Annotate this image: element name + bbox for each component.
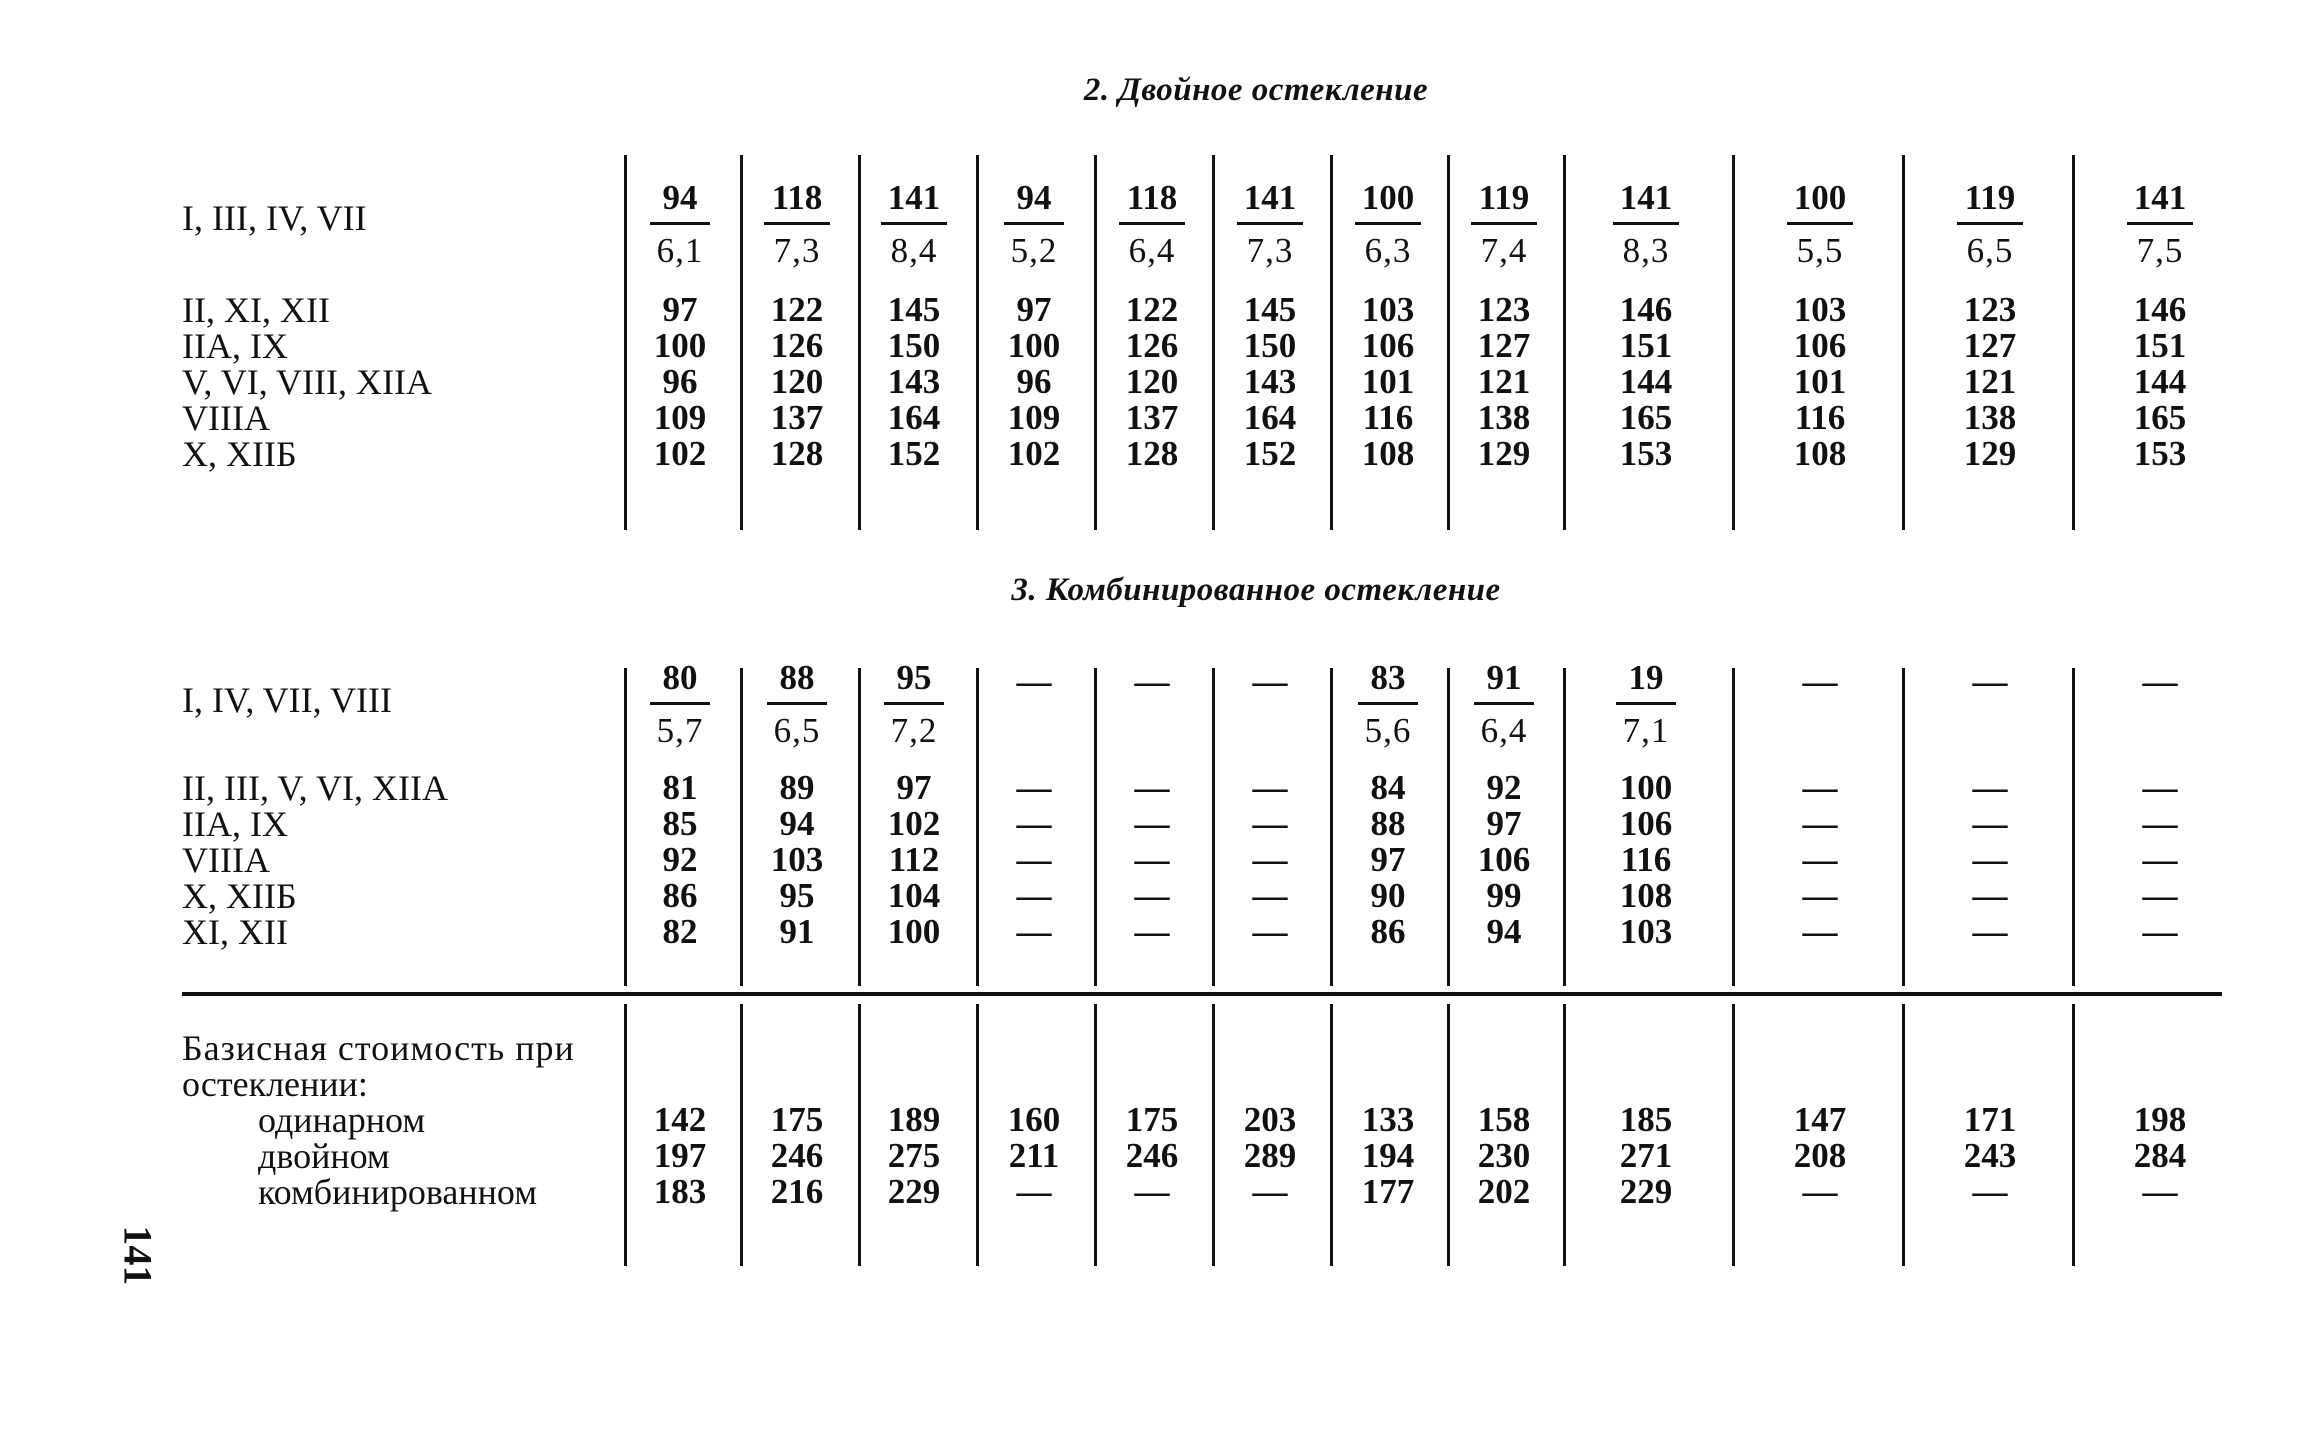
fraction-denominator: 7,1 (1622, 711, 1670, 750)
table-cell: — (2142, 1172, 2178, 1211)
fraction-numerator: 100 (1793, 178, 1847, 217)
table-cell: 145 (887, 290, 941, 329)
fraction-numerator: 94 (1016, 178, 1052, 217)
fraction-numerator: 141 (1619, 178, 1673, 217)
table-cell: 185 (1619, 1100, 1673, 1139)
table-cell: 171 (1963, 1100, 2017, 1139)
table-cell: 216 (770, 1172, 824, 1211)
header-fraction (859, 178, 969, 271)
header-fraction (1215, 178, 1325, 271)
column-rule (1732, 668, 1735, 986)
table-cell: — (1134, 840, 1170, 879)
table-cell: 123 (1963, 290, 2017, 329)
header-fraction (2105, 178, 2215, 271)
row-label: двойном (258, 1136, 390, 1176)
fraction-denominator: 7,2 (890, 711, 938, 750)
fraction-denominator: 8,4 (890, 231, 938, 270)
dash-cell: — (1802, 662, 1838, 701)
table-cell: — (1016, 840, 1052, 879)
fraction-numerator: 95 (896, 658, 932, 697)
table-cell: 229 (1619, 1172, 1673, 1211)
table-cell: — (1252, 1172, 1288, 1211)
header-fraction (742, 178, 852, 271)
fraction-denominator: 6,4 (1128, 231, 1176, 270)
table-cell: 143 (1243, 362, 1297, 401)
table-cell: 92 (662, 840, 698, 879)
fraction-denominator: 5,7 (656, 711, 704, 750)
row-label: X, XIIБ (182, 876, 297, 916)
table-cell: 165 (2133, 398, 2187, 437)
table-cell: 153 (2133, 434, 2187, 473)
fraction-denominator: 5,2 (1010, 231, 1058, 270)
table-cell: 100 (1619, 768, 1673, 807)
table-cell: 116 (1362, 398, 1414, 437)
table-cell: — (1252, 768, 1288, 807)
table-cell: 127 (1963, 326, 2017, 365)
row-label: IIA, IX (182, 804, 288, 844)
fraction-bar (1616, 702, 1676, 705)
table-cell: 112 (888, 840, 940, 879)
table-cell: 121 (1477, 362, 1531, 401)
table-cell: — (2142, 768, 2178, 807)
table-cell: — (1252, 840, 1288, 879)
header-fraction (742, 658, 852, 751)
table-cell: — (1972, 840, 2008, 879)
table-cell: 160 (1007, 1100, 1061, 1139)
table-cell: 97 (1370, 840, 1406, 879)
table-cell: 103 (770, 840, 824, 879)
dash-cell: — (1972, 662, 2008, 701)
header-fraction (1449, 178, 1559, 271)
base-cost-label-line2: остеклении: (182, 1064, 368, 1104)
table-cell: 96 (1016, 362, 1052, 401)
fraction-numerator: 94 (662, 178, 698, 217)
fraction-bar (1613, 222, 1679, 225)
fraction-denominator: 6,4 (1480, 711, 1528, 750)
table-cell: 138 (1963, 398, 2017, 437)
table-cell: — (1252, 912, 1288, 951)
table-cell: 164 (887, 398, 941, 437)
table-cell: 97 (896, 768, 932, 807)
fraction-denominator: 7,4 (1480, 231, 1528, 270)
table-cell: 99 (1486, 876, 1522, 915)
table-cell: 151 (1619, 326, 1673, 365)
header-fraction (1591, 178, 1701, 271)
header-fraction (1097, 178, 1207, 271)
fraction-bar (650, 222, 710, 225)
table-cell: 101 (1793, 362, 1847, 401)
table-cell: 122 (770, 290, 824, 329)
table-cell: — (1802, 876, 1838, 915)
column-rule (2072, 1004, 2075, 1266)
table-cell: — (1802, 768, 1838, 807)
row-label: II, III, V, VI, XIIA (182, 768, 448, 808)
table-cell: 103 (1619, 912, 1673, 951)
fraction-bar (1471, 222, 1537, 225)
table-cell: — (1016, 768, 1052, 807)
table-cell: — (1802, 840, 1838, 879)
table-cell: 289 (1243, 1136, 1297, 1175)
column-rule (1732, 155, 1735, 530)
table-cell: — (1016, 876, 1052, 915)
table-cell: 203 (1243, 1100, 1297, 1139)
table-cell: 129 (1963, 434, 2017, 473)
fraction-bar (1358, 702, 1418, 705)
fraction-numerator: 100 (1361, 178, 1415, 217)
column-rule (1563, 668, 1566, 986)
fraction-bar (1237, 222, 1303, 225)
table-cell: 86 (662, 876, 698, 915)
table-cell: 194 (1361, 1136, 1415, 1175)
fraction-numerator: 119 (1964, 178, 2016, 217)
row-label: IIA, IX (182, 326, 288, 366)
table-cell: 211 (1008, 1136, 1060, 1175)
dash-cell: — (2142, 662, 2178, 701)
section3-header-label: I, IV, VII, VIII (182, 680, 392, 720)
fraction-denominator: 6,1 (656, 231, 704, 270)
table-cell: 100 (1007, 326, 1061, 365)
table-cell: 121 (1963, 362, 2017, 401)
table-cell: — (1252, 804, 1288, 843)
table-cell: — (1016, 912, 1052, 951)
table-cell: 104 (887, 876, 941, 915)
column-rule (1902, 155, 1905, 530)
table-cell: — (1972, 912, 2008, 951)
base-cost-label-line1: Базисная стоимость при (182, 1028, 575, 1068)
table-cell: — (1972, 804, 2008, 843)
table-cell: — (1802, 804, 1838, 843)
table-cell: 94 (779, 804, 815, 843)
fraction-denominator: 6,5 (1966, 231, 2014, 270)
fraction-bar (881, 222, 947, 225)
fraction-numerator: 141 (887, 178, 941, 217)
header-fraction (1935, 178, 2045, 271)
table-cell: 146 (1619, 290, 1673, 329)
table-cell: 81 (662, 768, 698, 807)
table-cell: — (1134, 1172, 1170, 1211)
fraction-numerator: 141 (2133, 178, 2187, 217)
table-cell: 164 (1243, 398, 1297, 437)
table-cell: 183 (653, 1172, 707, 1211)
header-fraction (979, 178, 1089, 271)
table-cell: 275 (887, 1136, 941, 1175)
table-cell: 86 (1370, 912, 1406, 951)
column-rule (1563, 1004, 1566, 1266)
table-cell: 116 (1620, 840, 1672, 879)
table-cell: 147 (1793, 1100, 1847, 1139)
table-cell: — (2142, 804, 2178, 843)
table-cell: 101 (1361, 362, 1415, 401)
table-cell: 92 (1486, 768, 1522, 807)
table-cell: 142 (653, 1100, 707, 1139)
header-fraction (1449, 658, 1559, 751)
table-cell: 165 (1619, 398, 1673, 437)
column-rule (2072, 155, 2075, 530)
table-cell: 120 (770, 362, 824, 401)
fraction-bar (1004, 222, 1064, 225)
table-cell: 129 (1477, 434, 1531, 473)
section3-title: 3. Комбинированное остекление (1011, 572, 1501, 608)
fraction-numerator: 141 (1243, 178, 1297, 217)
table-cell: 198 (2133, 1100, 2187, 1139)
table-cell: 284 (2133, 1136, 2187, 1175)
table-cell: 175 (1125, 1100, 1179, 1139)
fraction-bar (1119, 222, 1185, 225)
table-divider (182, 992, 2222, 996)
table-cell: 243 (1963, 1136, 2017, 1175)
table-cell: 123 (1477, 290, 1531, 329)
table-cell: — (1802, 912, 1838, 951)
column-rule (1902, 668, 1905, 986)
table-cell: 144 (1619, 362, 1673, 401)
table-cell: — (2142, 876, 2178, 915)
table-cell: 102 (653, 434, 707, 473)
table-cell: 229 (887, 1172, 941, 1211)
table-cell: 106 (1793, 326, 1847, 365)
table-cell: 246 (770, 1136, 824, 1175)
table-cell: 151 (2133, 326, 2187, 365)
fraction-numerator: 119 (1478, 178, 1530, 217)
row-label: V, VI, VIII, XIIA (182, 362, 432, 402)
fraction-numerator: 83 (1370, 658, 1406, 697)
table-cell: 175 (770, 1100, 824, 1139)
table-cell: 202 (1477, 1172, 1531, 1211)
header-fraction (625, 178, 735, 271)
column-rule (1563, 155, 1566, 530)
table-cell: — (1252, 876, 1288, 915)
table-cell: 102 (1007, 434, 1061, 473)
table-cell: 144 (2133, 362, 2187, 401)
table-cell: 152 (1243, 434, 1297, 473)
table-cell: 177 (1361, 1172, 1415, 1211)
header-fraction (1591, 658, 1701, 751)
row-label: VIIIA (182, 398, 270, 438)
row-label: II, XI, XII (182, 290, 330, 330)
fraction-denominator: 5,5 (1796, 231, 1844, 270)
dash-cell: — (1252, 662, 1288, 701)
page-number: 141 (115, 1225, 161, 1286)
row-label: VIIIA (182, 840, 270, 880)
row-label: X, XIIБ (182, 434, 297, 474)
table-cell: 197 (653, 1136, 707, 1175)
table-cell: 120 (1125, 362, 1179, 401)
table-cell: 97 (1486, 804, 1522, 843)
table-cell: — (1972, 768, 2008, 807)
row-label: комбинированном (258, 1172, 537, 1212)
table-cell: 126 (1125, 326, 1179, 365)
fraction-numerator: 91 (1486, 658, 1522, 697)
table-cell: 102 (887, 804, 941, 843)
table-cell: — (1972, 876, 2008, 915)
table-cell: 150 (887, 326, 941, 365)
table-cell: 109 (1007, 398, 1061, 437)
table-cell: 143 (887, 362, 941, 401)
table-cell: 145 (1243, 290, 1297, 329)
table-cell: 88 (1370, 804, 1406, 843)
table-cell: 103 (1361, 290, 1415, 329)
table-cell: 106 (1361, 326, 1415, 365)
table-cell: 152 (887, 434, 941, 473)
section2-header-label: I, III, IV, VII (182, 198, 367, 238)
table-cell: 108 (1361, 434, 1415, 473)
table-cell: 97 (662, 290, 698, 329)
column-rule (1732, 1004, 1735, 1266)
table-cell: 97 (1016, 290, 1052, 329)
header-fraction (1333, 178, 1443, 271)
fraction-numerator: 118 (771, 178, 823, 217)
table-cell: 126 (770, 326, 824, 365)
fraction-numerator: 88 (779, 658, 815, 697)
table-cell: 146 (2133, 290, 2187, 329)
table-cell: 109 (653, 398, 707, 437)
table-cell: 100 (653, 326, 707, 365)
table-cell: 208 (1793, 1136, 1847, 1175)
table-cell: 95 (779, 876, 815, 915)
table-cell: 128 (770, 434, 824, 473)
fraction-numerator: 118 (1126, 178, 1178, 217)
section2-title: 2. Двойное остекление (1083, 72, 1429, 108)
fraction-bar (1957, 222, 2023, 225)
table-cell: 96 (662, 362, 698, 401)
dash-cell: — (1134, 662, 1170, 701)
table-cell: 100 (887, 912, 941, 951)
fraction-denominator: 6,5 (773, 711, 821, 750)
table-cell: 158 (1477, 1100, 1531, 1139)
table-cell: — (1016, 1172, 1052, 1211)
table-cell: 106 (1619, 804, 1673, 843)
table-cell: — (2142, 840, 2178, 879)
fraction-denominator: 7,3 (1246, 231, 1294, 270)
fraction-bar (1355, 222, 1421, 225)
table-cell: 85 (662, 804, 698, 843)
column-rule (1902, 1004, 1905, 1266)
row-label: одинарном (258, 1100, 426, 1140)
fraction-numerator: 80 (662, 658, 698, 697)
fraction-denominator: 7,3 (773, 231, 821, 270)
header-fraction (1765, 178, 1875, 271)
fraction-bar (767, 702, 827, 705)
fraction-bar (1787, 222, 1853, 225)
fraction-denominator: 6,3 (1364, 231, 1412, 270)
table-cell: — (2142, 912, 2178, 951)
header-fraction (625, 658, 735, 751)
fraction-denominator: 5,6 (1364, 711, 1412, 750)
fraction-bar (1474, 702, 1534, 705)
table-cell: 133 (1361, 1100, 1415, 1139)
fraction-bar (884, 702, 944, 705)
table-cell: 108 (1793, 434, 1847, 473)
table-cell: 84 (1370, 768, 1406, 807)
table-cell: 89 (779, 768, 815, 807)
table-cell: 128 (1125, 434, 1179, 473)
table-cell: — (1134, 804, 1170, 843)
table-cell: 108 (1619, 876, 1673, 915)
table-cell: — (1134, 876, 1170, 915)
table-cell: 137 (770, 398, 824, 437)
table-cell: 230 (1477, 1136, 1531, 1175)
fraction-bar (650, 702, 710, 705)
table-cell: 153 (1619, 434, 1673, 473)
table-cell: — (1016, 804, 1052, 843)
header-fraction (1333, 658, 1443, 751)
fraction-bar (764, 222, 830, 225)
table-cell: 90 (1370, 876, 1406, 915)
table-cell: 138 (1477, 398, 1531, 437)
row-label: XI, XII (182, 912, 288, 952)
table-cell: 82 (662, 912, 698, 951)
fraction-numerator: 19 (1628, 658, 1664, 697)
fraction-denominator: 8,3 (1622, 231, 1670, 270)
table-cell: 189 (887, 1100, 941, 1139)
table-cell: 246 (1125, 1136, 1179, 1175)
table-cell: 127 (1477, 326, 1531, 365)
column-rule (2072, 668, 2075, 986)
table-cell: — (1134, 768, 1170, 807)
table-cell: 122 (1125, 290, 1179, 329)
table-cell: 271 (1619, 1136, 1673, 1175)
dash-cell: — (1016, 662, 1052, 701)
table-cell: 106 (1477, 840, 1531, 879)
table-cell: 137 (1125, 398, 1179, 437)
table-cell: 116 (1794, 398, 1846, 437)
table-cell: — (1134, 912, 1170, 951)
table-cell: 150 (1243, 326, 1297, 365)
header-fraction (859, 658, 969, 751)
table-cell: 91 (779, 912, 815, 951)
table-cell: — (1972, 1172, 2008, 1211)
fraction-bar (2127, 222, 2193, 225)
table-cell: 94 (1486, 912, 1522, 951)
table-cell: — (1802, 1172, 1838, 1211)
fraction-denominator: 7,5 (2136, 231, 2184, 270)
table-cell: 103 (1793, 290, 1847, 329)
